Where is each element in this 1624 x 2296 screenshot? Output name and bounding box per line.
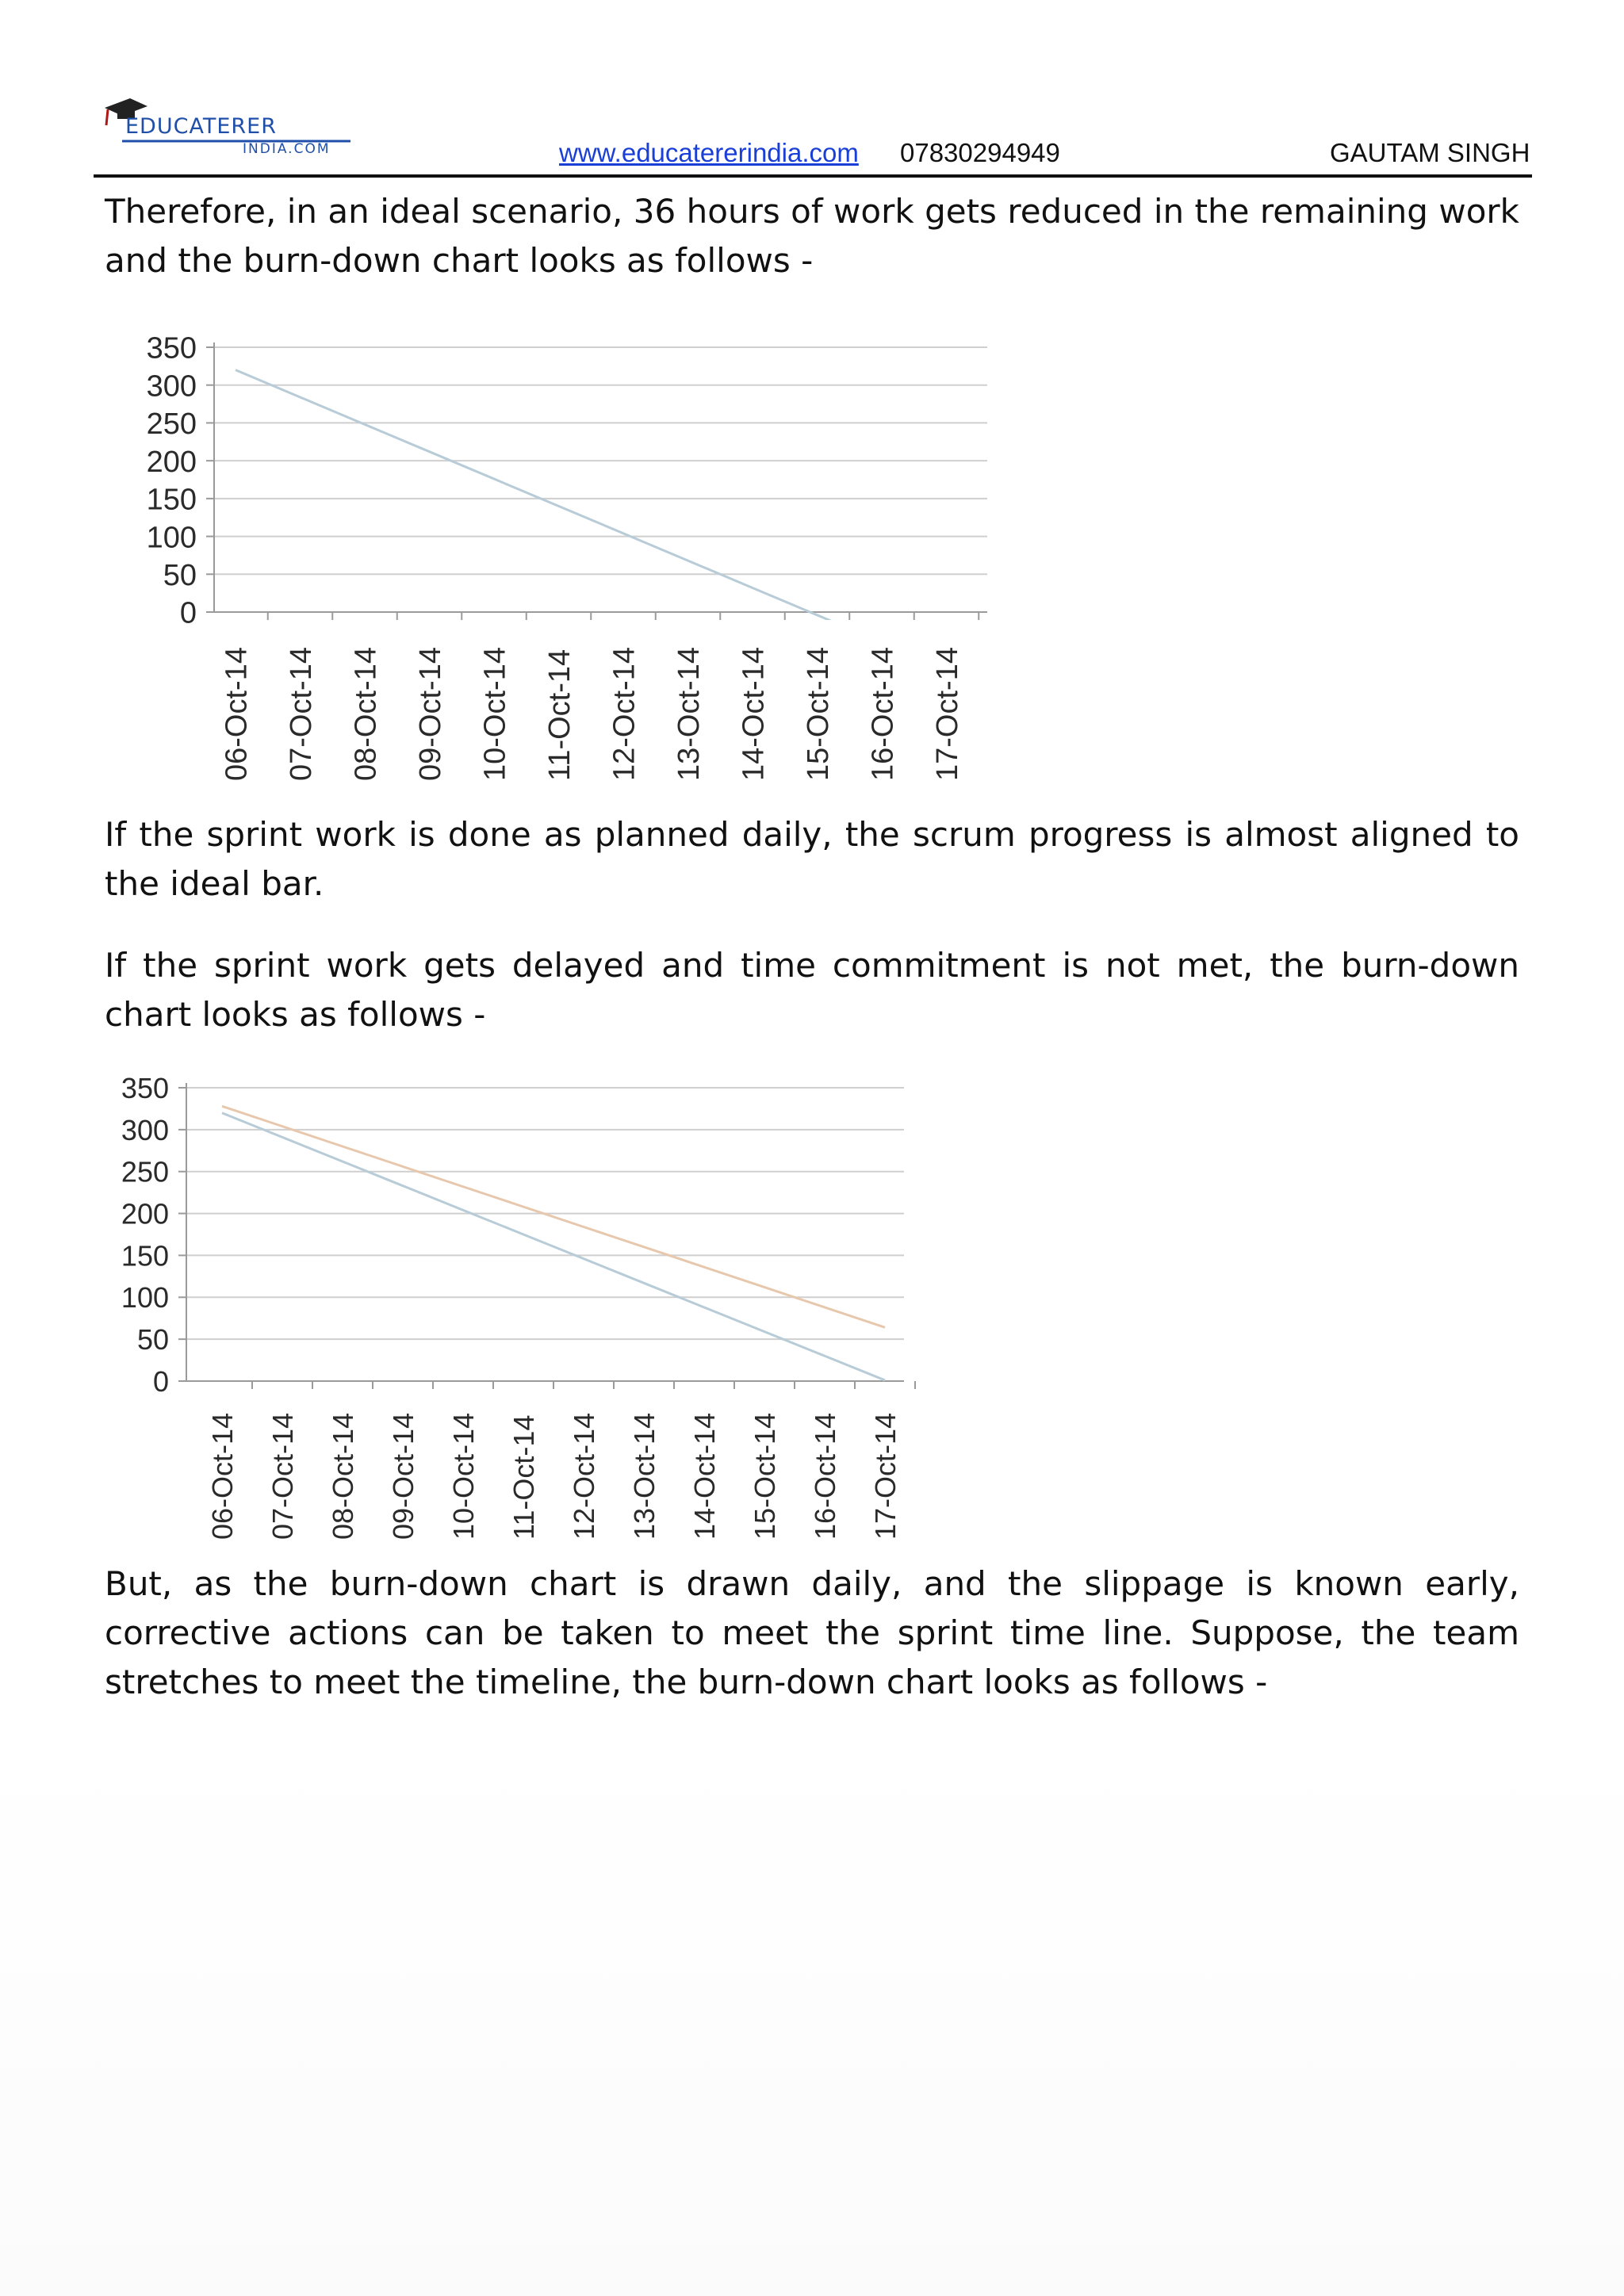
burndown-chart-delayed <box>103 1062 920 1554</box>
paragraph-corrective-actions: But, as the burn-down chart is drawn daily, and the slippage is known early, corrective actions can be taken to meet the sprint time line. Suppose, the team stretches to meet the timeline, the burn-down chart looks as follows - <box>105 1564 1519 1701</box>
page-blank-area <box>0 1744 1624 2296</box>
x-tick-label: 07-Oct-14 <box>285 647 319 781</box>
x-tick-label: 16-Oct-14 <box>808 1412 841 1540</box>
logo-subtext: INDIA.COM <box>243 141 331 157</box>
y-tick-label: 100 <box>121 1281 169 1314</box>
x-tick-label: 06-Oct-14 <box>220 647 254 781</box>
x-tick-label: 07-Oct-14 <box>266 1412 299 1540</box>
y-tick-label: 50 <box>163 558 197 592</box>
y-tick-label: 200 <box>121 1197 169 1230</box>
y-tick-label: 150 <box>146 483 197 517</box>
x-tick-label: 14-Oct-14 <box>737 647 771 781</box>
burndown-chart-delayed-svg <box>103 1062 920 1554</box>
x-tick-label: 09-Oct-14 <box>414 647 448 781</box>
x-tick-label: 13-Oct-14 <box>672 647 707 781</box>
burndown-chart-ideal-svg <box>111 325 1007 801</box>
logo-text: EDUCATERER <box>125 114 277 139</box>
x-tick-label: 13-Oct-14 <box>627 1412 661 1540</box>
x-tick-label: 11-Oct-14 <box>543 649 577 781</box>
website-link[interactable]: www.educatererindia.com <box>559 138 859 167</box>
educaterer-logo <box>98 97 360 168</box>
x-tick-label: 17-Oct-14 <box>868 1412 902 1540</box>
x-tick-label: 06-Oct-14 <box>205 1412 239 1540</box>
x-tick-label: 15-Oct-14 <box>802 647 836 781</box>
x-tick-label: 17-Oct-14 <box>931 647 965 781</box>
x-tick-label: 09-Oct-14 <box>386 1412 419 1540</box>
x-tick-label: 10-Oct-14 <box>478 647 512 781</box>
series-line-1 <box>222 1113 885 1380</box>
x-tick-label: 08-Oct-14 <box>349 647 383 781</box>
x-tick-label: 11-Oct-14 <box>507 1414 540 1540</box>
y-tick-label: 250 <box>146 408 197 442</box>
y-tick-label: 0 <box>152 1364 169 1398</box>
series-line-2 <box>222 1106 885 1327</box>
series-line-1 <box>236 370 947 670</box>
y-tick-label: 200 <box>146 445 197 479</box>
page-header <box>0 0 1624 182</box>
y-tick-label: 350 <box>121 1071 169 1104</box>
y-tick-label: 250 <box>121 1155 169 1188</box>
paragraph-planned-progress: If the sprint work is done as planned daily, the scrum progress is almost aligned to the ideal bar. <box>105 815 1519 903</box>
y-tick-label: 300 <box>121 1113 169 1146</box>
x-tick-label: 08-Oct-14 <box>326 1412 359 1540</box>
burndown-chart-ideal <box>111 325 1007 801</box>
x-tick-label: 14-Oct-14 <box>688 1412 721 1540</box>
y-tick-label: 0 <box>179 596 197 630</box>
paragraph-delayed-intro: If the sprint work gets delayed and time commitment is not met, the burn-down chart looks as follows - <box>105 946 1519 1034</box>
y-tick-label: 350 <box>146 331 197 365</box>
x-tick-label: 12-Oct-14 <box>607 647 642 781</box>
y-tick-label: 100 <box>146 521 197 555</box>
x-tick-label: 10-Oct-14 <box>446 1412 480 1540</box>
author-name: GAUTAM SINGH <box>1330 138 1530 167</box>
y-tick-label: 50 <box>136 1323 169 1357</box>
x-tick-label: 16-Oct-14 <box>866 647 900 781</box>
paragraph-ideal-intro: Therefore, in an ideal scenario, 36 hours of work gets reduced in the remaining work and the burn-down chart looks as follows - <box>105 192 1519 280</box>
header-divider <box>94 174 1532 178</box>
x-tick-label: 15-Oct-14 <box>748 1412 781 1540</box>
y-tick-label: 150 <box>121 1239 169 1272</box>
x-tick-label: 12-Oct-14 <box>567 1412 600 1540</box>
phone-number: 07830294949 <box>900 138 1060 167</box>
y-tick-label: 300 <box>146 369 197 404</box>
